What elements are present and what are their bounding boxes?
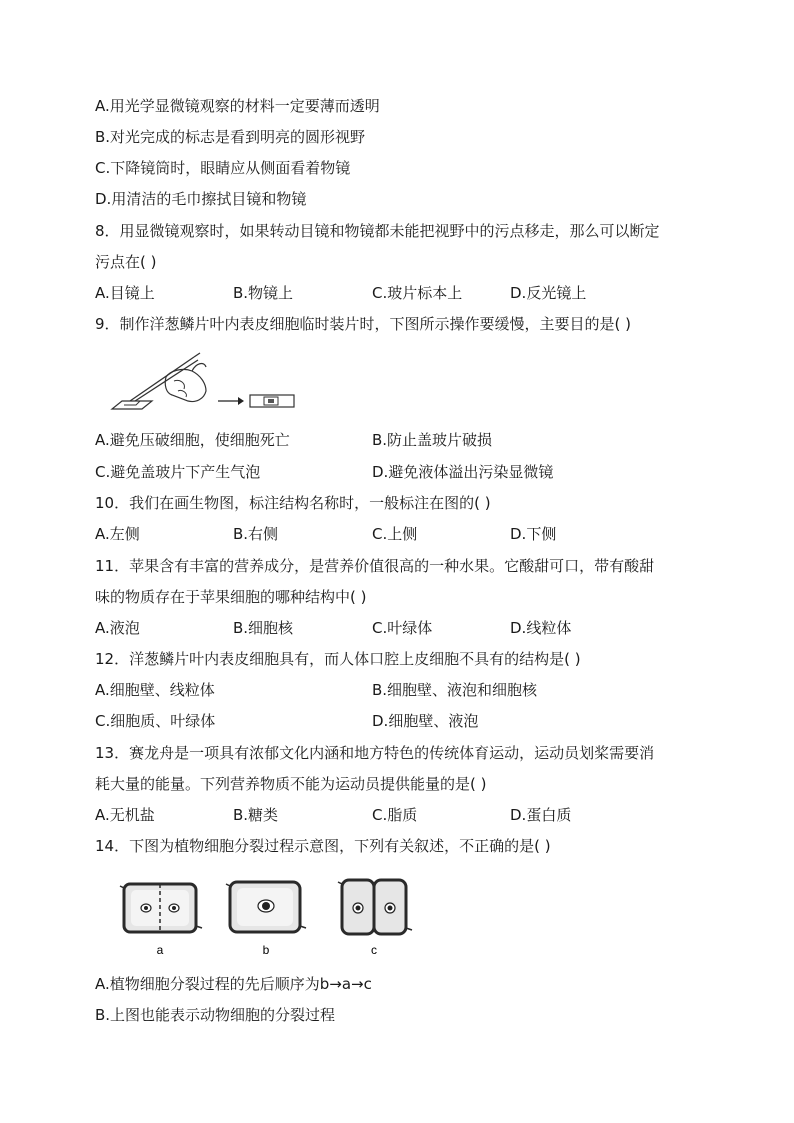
q14-stem: 14．下图为植物细胞分裂过程示意图，下列有关叙述，不正确的是( ) [95, 837, 551, 855]
label-c: c [371, 943, 377, 957]
q9-stem: 9．制作洋葱鳞片叶内表皮细胞临时装片时，下图所示操作要缓慢，主要目的是( ) [95, 315, 632, 333]
cell-c-diagram [338, 880, 412, 934]
q9-option-a: A.避免压破细胞，使细胞死亡 [95, 431, 290, 449]
q11-option-a: A.液泡 [95, 619, 140, 637]
q8-option-b: B.物镜上 [233, 284, 294, 302]
q12-option-a: A.细胞壁、线粒体 [95, 681, 215, 699]
cell-a-diagram [120, 884, 202, 932]
q8-option-a: A.目镜上 [95, 284, 155, 302]
q14-option-a: A.植物细胞分裂过程的先后顺序为b→a→c [95, 975, 372, 993]
q13-option-c: C.脂质 [372, 806, 418, 824]
q11-stem-line2: 味的物质存在于苹果细胞的哪种结构中( ) [95, 588, 367, 606]
q9-option-c: C.避免盖玻片下产生气泡 [95, 463, 261, 481]
q13-option-b: B.糖类 [233, 806, 279, 824]
q7-option-c: C.下降镜筒时，眼睛应从侧面看着物镜 [95, 159, 351, 177]
q7-option-d: D.用清洁的毛巾擦拭目镜和物镜 [95, 190, 307, 208]
q11-option-b: B.细胞核 [233, 619, 294, 637]
label-b: b [262, 943, 270, 957]
q10-option-a: A.左侧 [95, 525, 140, 543]
q10-stem: 10．我们在画生物图，标注结构名称时，一般标注在图的( ) [95, 494, 491, 512]
q13-stem-line1: 13．赛龙舟是一项具有浓郁文化内涵和地方特色的传统体育运动，运动员划桨需要消 [95, 744, 655, 762]
q11-option-c: C.叶绿体 [372, 619, 433, 637]
q9-option-d: D.避免液体溢出污染显微镜 [372, 463, 554, 481]
q10-option-c: C.上侧 [372, 525, 418, 543]
q11-option-d: D.线粒体 [510, 619, 572, 637]
q11-stem-line1: 11．苹果含有丰富的营养成分，是营养价值很高的一种水果。它酸甜可口，带有酸甜 [95, 557, 655, 575]
q10-option-d: D.下侧 [510, 525, 557, 543]
q10-option-b: B.右侧 [233, 525, 279, 543]
cell-b-diagram [226, 882, 306, 932]
q9-option-b: B.防止盖玻片破损 [372, 431, 493, 449]
q8-stem-line2: 污点在( ) [95, 253, 157, 271]
q14-option-b: B.上图也能表示动物细胞的分裂过程 [95, 1006, 336, 1024]
q7-option-a: A.用光学显微镜观察的材料一定要薄而透明 [95, 97, 380, 115]
cell-division-figure [118, 872, 418, 962]
q12-option-d: D.细胞壁、液泡 [372, 712, 479, 730]
q12-option-c: C.细胞质、叶绿体 [95, 712, 216, 730]
q8-stem-line1: 8．用显微镜观察时，如果转动目镜和物镜都未能把视野中的污点移走，那么可以断定 [95, 222, 660, 240]
label-a: a [156, 943, 164, 957]
coverslip-operation-figure [108, 343, 298, 415]
q13-option-d: D.蛋白质 [510, 806, 572, 824]
q13-option-a: A.无机盐 [95, 806, 155, 824]
q13-stem-line2: 耗大量的能量。下列营养物质不能为运动员提供能量的是( ) [95, 775, 487, 793]
q8-option-d: D.反光镜上 [510, 284, 587, 302]
q12-stem: 12．洋葱鳞片叶内表皮细胞具有，而人体口腔上皮细胞不具有的结构是( ) [95, 650, 581, 668]
q7-option-b: B.对光完成的标志是看到明亮的圆形视野 [95, 128, 366, 146]
q8-option-c: C.玻片标本上 [372, 284, 463, 302]
q12-option-b: B.细胞壁、液泡和细胞核 [372, 681, 538, 699]
